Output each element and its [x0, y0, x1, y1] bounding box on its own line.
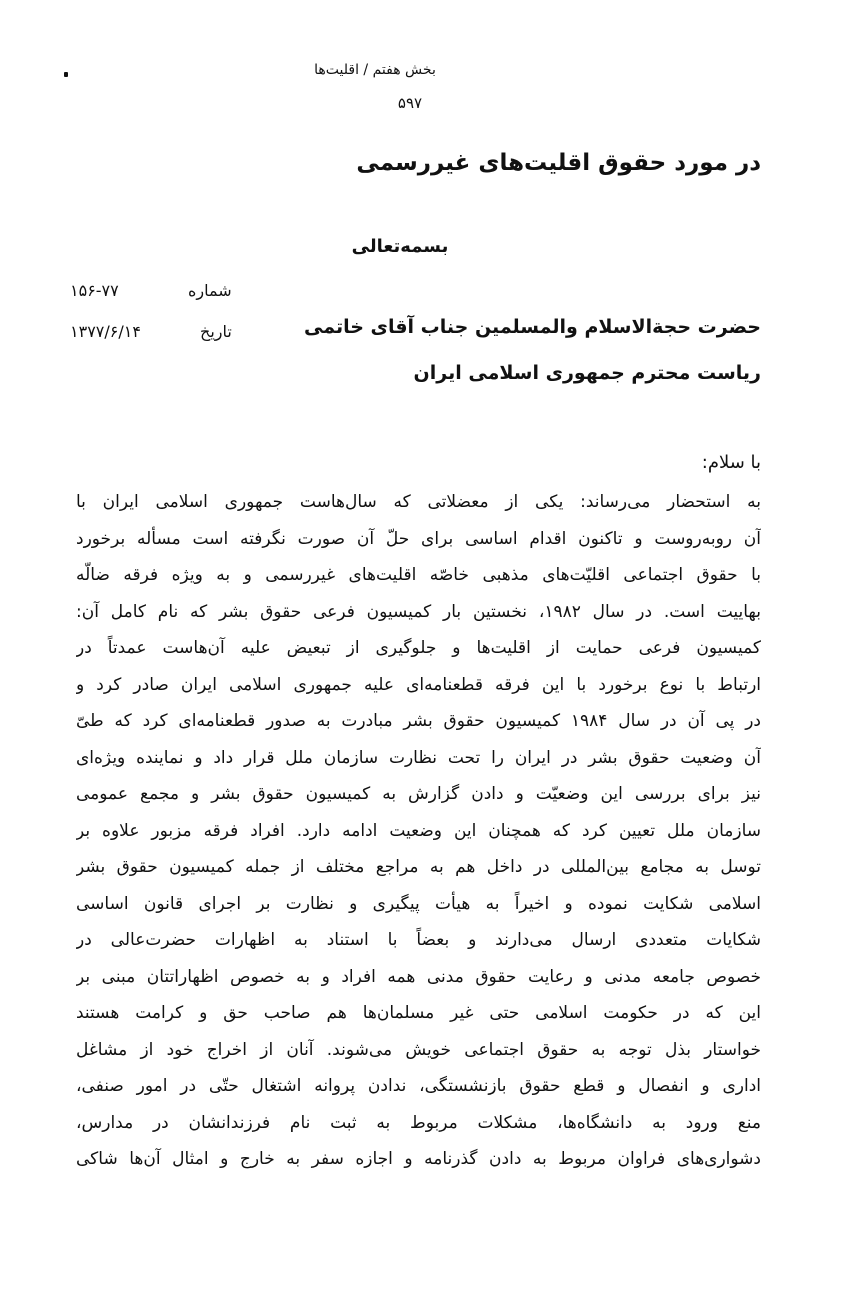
- body-line: سازمان ملل تعیین کرد که همچنان این وضعیت ادامه دارد. افراد فرقه مزبور علاوه بر: [76, 820, 761, 841]
- body-line: آن وضعیت حقوق بشر در ایران را تحت نظارت سازمان ملل قرار داد و نماینده ویژه‌ای: [76, 747, 761, 768]
- body-line: بهاییت است. در سال ۱۹۸۲، نخستین بار کمیسیون فرعی حقوق بشر که نام کامل آن:: [76, 601, 761, 622]
- body-line: خصوص جامعه مدنی و رعایت حقوق مدنی همه افراد و به خصوص اظهاراتتان مبنی بر: [76, 966, 761, 987]
- addressee: حضرت حجةالاسلام والمسلمین جناب آقای خاتمی: [304, 316, 761, 338]
- addressee-title: ریاست محترم جمهوری اسلامی ایران: [413, 362, 761, 384]
- date-value: ۱۳۷۷/۶/۱۴: [70, 322, 141, 341]
- body-line: خواستار بذل توجه به حقوق اجتماعی خویش می‌شوند. آنان از اخراج خود از مشاغل: [76, 1039, 761, 1060]
- salutation: بسمه‌تعالی: [351, 236, 449, 257]
- body-line: منع ورود به دانشگاه‌ها، مشکلات مربوط به ثبت نام فرزندانشان در مدارس،: [76, 1112, 761, 1133]
- number-value: ۱۵۶-۷۷: [70, 281, 119, 300]
- body-line: دشواری‌های فراوان مربوط به دادن گذرنامه و اجازه سفر به خارج و امثال آن‌ها شاکی: [76, 1149, 761, 1169]
- document-title: در مورد حقوق اقلیت‌های غیررسمی: [356, 150, 761, 176]
- body-line: نیز برای بررسی این وضعیّت و دادن گزارش به کمیسیون حقوق بشر و مجمع عمومی: [76, 784, 761, 804]
- body-line: شکایات متعددی ارسال می‌دارند و بعضاً با استناد به اظهارات حضرت‌عالی در: [76, 930, 761, 950]
- body-line: توسل به مجامع بین‌المللی در داخل هم به مراجع مختلف از جمله کمیسیون حقوق بشر: [76, 857, 761, 877]
- body-line: این که در حکومت اسلامی حتی غیر مسلمان‌ها هم صاحب حق و کرامت هستند: [76, 1003, 761, 1023]
- page-number: ۵۹۷: [397, 94, 423, 112]
- body-line: با حقوق اجتماعی اقلیّت‌های مذهبی خاصّه اقلیت‌های غیررسمی و به ویژه فرقه ضالّه: [76, 565, 761, 585]
- greeting: با سلام:: [701, 452, 761, 473]
- body-line: آن روبه‌روست و تاکنون اقدام اساسی برای حلّ آن صورت نگرفته است مسأله برخورد: [76, 528, 761, 549]
- body-line: ارتباط با نوع برخورد با این فرقه قطعنامه‌ای علیه جمهوری اسلامی ایران صادر کرد و: [76, 674, 761, 695]
- body-line: اداری و انفصال و قطع حقوق بازنشستگی، ندادن پروانه اشتغال حتّی در امور صنفی،: [76, 1076, 761, 1096]
- body-line: در پی آن در سال ۱۹۸۴ کمیسیون حقوق بشر مبادرت به صدور قطعنامه‌ای کرد که طیّ: [76, 711, 761, 731]
- letter-body: [76, 484, 761, 1178]
- page-mark: [64, 72, 68, 77]
- body-line: اسلامی شکایت نموده و اخیراً به هیأت پیگیری و نظارت بر اجرای قانون اساسی: [76, 893, 761, 914]
- number-label: شماره: [188, 281, 232, 300]
- date-label: تاریخ: [200, 322, 232, 341]
- body-line: به استحضار می‌رساند: یکی از معضلاتی که سال‌هاست جمهوری اسلامی ایران با: [76, 492, 761, 512]
- running-header: بخش هفتم / اقلیت‌ها: [314, 62, 436, 78]
- body-line: کمیسیون فرعی حمایت از اقلیت‌ها و جلوگیری از تبعیض علیه آن‌هاست عمدتاً در: [76, 638, 761, 658]
